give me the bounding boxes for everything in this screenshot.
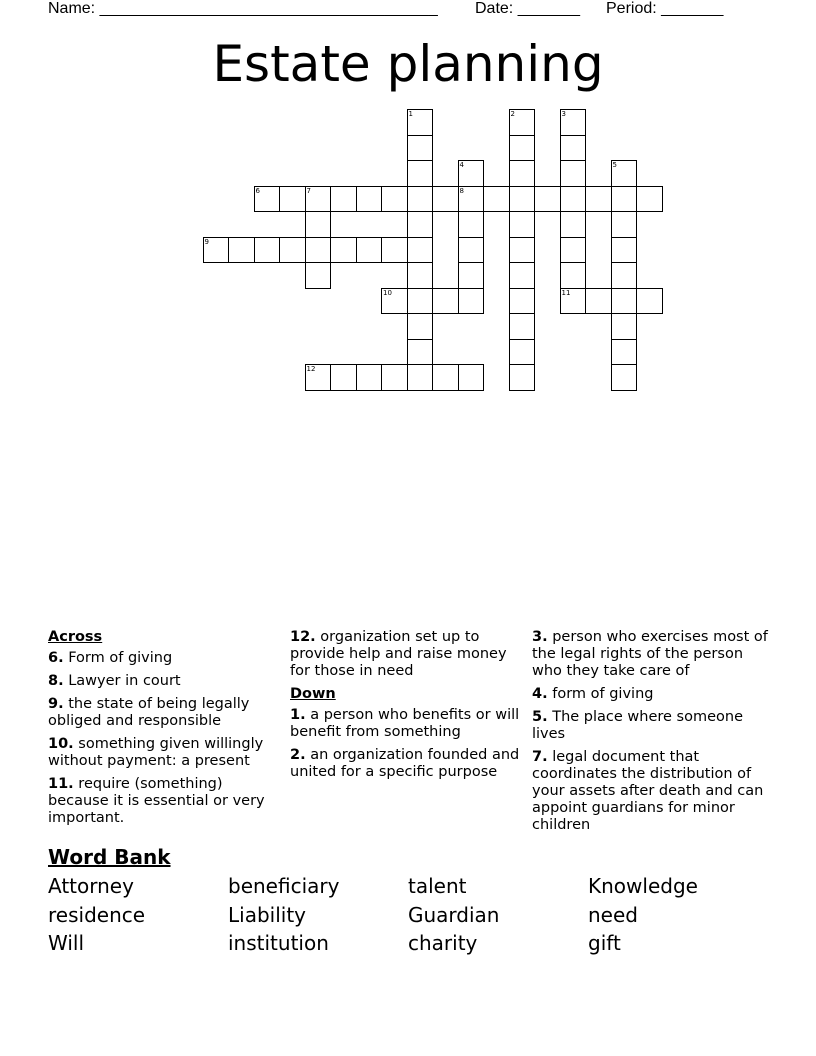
crossword-cell[interactable] — [458, 364, 485, 391]
word-bank-item: need — [588, 902, 638, 927]
crossword-cell[interactable] — [330, 364, 357, 391]
crossword-cell[interactable] — [585, 186, 612, 213]
clue-down-4: 4. form of giving — [532, 686, 654, 702]
crossword-cell[interactable] — [458, 160, 485, 187]
word-bank-item: Will — [48, 931, 85, 955]
clue-across-8: 8. Lawyer in court — [48, 673, 181, 689]
crossword-cell[interactable] — [305, 186, 332, 213]
word-bank-item: charity — [408, 931, 478, 955]
crossword-cell[interactable] — [509, 109, 536, 136]
crossword-cell[interactable] — [407, 237, 434, 264]
across-heading: Across — [48, 629, 103, 645]
clue-number: 6 — [255, 186, 260, 195]
clue-down-5: 5. The place where someone lives — [532, 709, 744, 742]
clue-number: 1 — [408, 110, 413, 118]
clue-across-6: 6. Form of giving — [48, 650, 173, 666]
clue-across-10: 10. something given willingly without payment: a present — [48, 736, 264, 769]
crossword-cell[interactable] — [560, 160, 587, 187]
crossword-cell[interactable] — [560, 186, 587, 213]
clues-column-1 — [48, 629, 280, 833]
word-bank — [48, 872, 768, 958]
clue-across-9: 9. the state of being legally obliged and responsible — [48, 696, 250, 729]
clue-number: 12 — [306, 365, 316, 373]
word-bank-item: residence — [48, 902, 146, 927]
crossword-cell[interactable] — [228, 237, 255, 264]
crossword-cell[interactable] — [509, 364, 536, 391]
clue-number: 3 — [561, 110, 566, 118]
crossword-cell[interactable] — [305, 262, 332, 289]
clue-number: 8 — [459, 186, 464, 195]
crossword-cell[interactable] — [611, 160, 638, 187]
date-field[interactable]: Date: _______ — [475, 0, 580, 17]
crossword-cell[interactable] — [407, 288, 434, 315]
crossword-cell[interactable] — [356, 186, 383, 213]
clue-across-12: 12. organization set up to provide help and raise money for those in need — [290, 629, 507, 679]
crossword-cell[interactable] — [560, 135, 587, 162]
crossword-cell[interactable] — [407, 364, 434, 391]
crossword-cell[interactable] — [407, 339, 434, 366]
word-bank-item: beneficiary — [228, 874, 340, 898]
word-bank-heading: Word Bank — [48, 845, 171, 869]
clue-number: 4 — [459, 161, 464, 169]
clue-down-7: 7. legal document that coordinates the distribution of your assets after death and can appoint guardians for minor children — [532, 749, 764, 833]
crossword-cell[interactable] — [305, 237, 332, 264]
crossword-cell[interactable] — [611, 211, 638, 238]
clue-down-3: 3. person who exercises most of the legal rights of the person who they take care of — [532, 629, 768, 679]
crossword-cell[interactable] — [254, 186, 281, 213]
word-bank-item: Attorney — [48, 874, 134, 898]
crossword-cell[interactable] — [279, 186, 306, 213]
crossword-cell[interactable] — [458, 211, 485, 238]
page-title: Estate planning — [212, 35, 604, 93]
crossword-cell[interactable] — [407, 109, 434, 136]
crossword-cell[interactable] — [407, 211, 434, 238]
clues-column-3 — [532, 629, 768, 840]
crossword-cell[interactable] — [381, 288, 408, 315]
name-field[interactable]: Name: ______________________________________ — [48, 0, 438, 17]
crossword-cell[interactable] — [611, 288, 638, 315]
crossword-cell[interactable] — [203, 237, 230, 264]
clue-number: 9 — [204, 237, 209, 246]
crossword-cell[interactable] — [458, 237, 485, 264]
crossword-cell[interactable] — [458, 262, 485, 289]
crossword-cell[interactable] — [509, 237, 536, 264]
crossword-cell[interactable] — [611, 237, 638, 264]
clue-down-1: 1. a person who benefits or will benefit from something — [290, 707, 520, 740]
crossword-cell[interactable] — [483, 186, 510, 213]
clues-column-2 — [290, 629, 522, 787]
crossword-cell[interactable] — [509, 211, 536, 238]
word-bank-item: talent — [408, 874, 467, 898]
crossword-cell[interactable] — [611, 339, 638, 366]
crossword-cell[interactable] — [611, 186, 638, 213]
clue-number: 2 — [510, 110, 515, 118]
crossword-cell[interactable] — [560, 109, 587, 136]
crossword-cell[interactable] — [330, 186, 357, 213]
down-heading: Down — [290, 686, 336, 702]
crossword-cell[interactable] — [407, 160, 434, 187]
crossword-cell[interactable] — [381, 364, 408, 391]
crossword-cell[interactable] — [381, 186, 408, 213]
crossword-cell[interactable] — [585, 288, 612, 315]
word-bank-item: Knowledge — [588, 874, 698, 898]
crossword-cell[interactable] — [305, 211, 332, 238]
crossword-cell[interactable] — [636, 186, 663, 213]
crossword-cell[interactable] — [330, 237, 357, 264]
crossword-cell[interactable] — [611, 313, 638, 340]
word-bank-item: Liability — [228, 902, 306, 927]
crossword-cell[interactable] — [279, 237, 306, 264]
crossword-cell[interactable] — [509, 135, 536, 162]
crossword-cell[interactable] — [509, 313, 536, 340]
crossword-cell[interactable] — [611, 364, 638, 391]
crossword-cell[interactable] — [407, 186, 434, 213]
crossword-cell[interactable] — [509, 262, 536, 289]
word-bank-item: gift — [588, 931, 621, 955]
clue-number: 5 — [612, 161, 617, 169]
period-field[interactable]: Period: _______ — [606, 0, 724, 17]
clue-across-11: 11. require (something) because it is essential or very important. — [48, 776, 265, 826]
crossword-cell[interactable] — [432, 288, 459, 315]
crossword-cell[interactable] — [509, 186, 536, 213]
crossword-cell[interactable] — [254, 237, 281, 264]
crossword-cell[interactable] — [636, 288, 663, 315]
word-bank-item: Guardian — [408, 902, 500, 927]
clue-number: 7 — [306, 186, 311, 195]
crossword-cell[interactable] — [458, 186, 485, 213]
crossword-cell[interactable] — [458, 288, 485, 315]
crossword-cell[interactable] — [407, 135, 434, 162]
crossword-cell[interactable] — [432, 364, 459, 391]
crossword-cell[interactable] — [407, 313, 434, 340]
crossword-cell[interactable] — [305, 364, 332, 391]
crossword-cell[interactable] — [560, 237, 587, 264]
clue-down-2: 2. an organization founded and united for a specific purpose — [290, 747, 520, 780]
crossword-cell[interactable] — [356, 364, 383, 391]
crossword-cell[interactable] — [432, 186, 459, 213]
crossword-cell[interactable] — [509, 160, 536, 187]
crossword-cell[interactable] — [560, 288, 587, 315]
word-bank-item: institution — [228, 931, 329, 955]
crossword-cell[interactable] — [560, 211, 587, 238]
clue-number: 10 — [383, 288, 392, 297]
crossword-cell[interactable] — [356, 237, 383, 264]
clue-number: 11 — [561, 288, 571, 297]
crossword-cell[interactable] — [407, 262, 434, 289]
crossword-cell[interactable] — [381, 237, 408, 264]
crossword-cell[interactable] — [611, 262, 638, 289]
crossword-cell[interactable] — [509, 339, 536, 366]
crossword-cell[interactable] — [534, 186, 561, 213]
crossword-cell[interactable] — [509, 288, 536, 315]
crossword-cell[interactable] — [560, 262, 587, 289]
